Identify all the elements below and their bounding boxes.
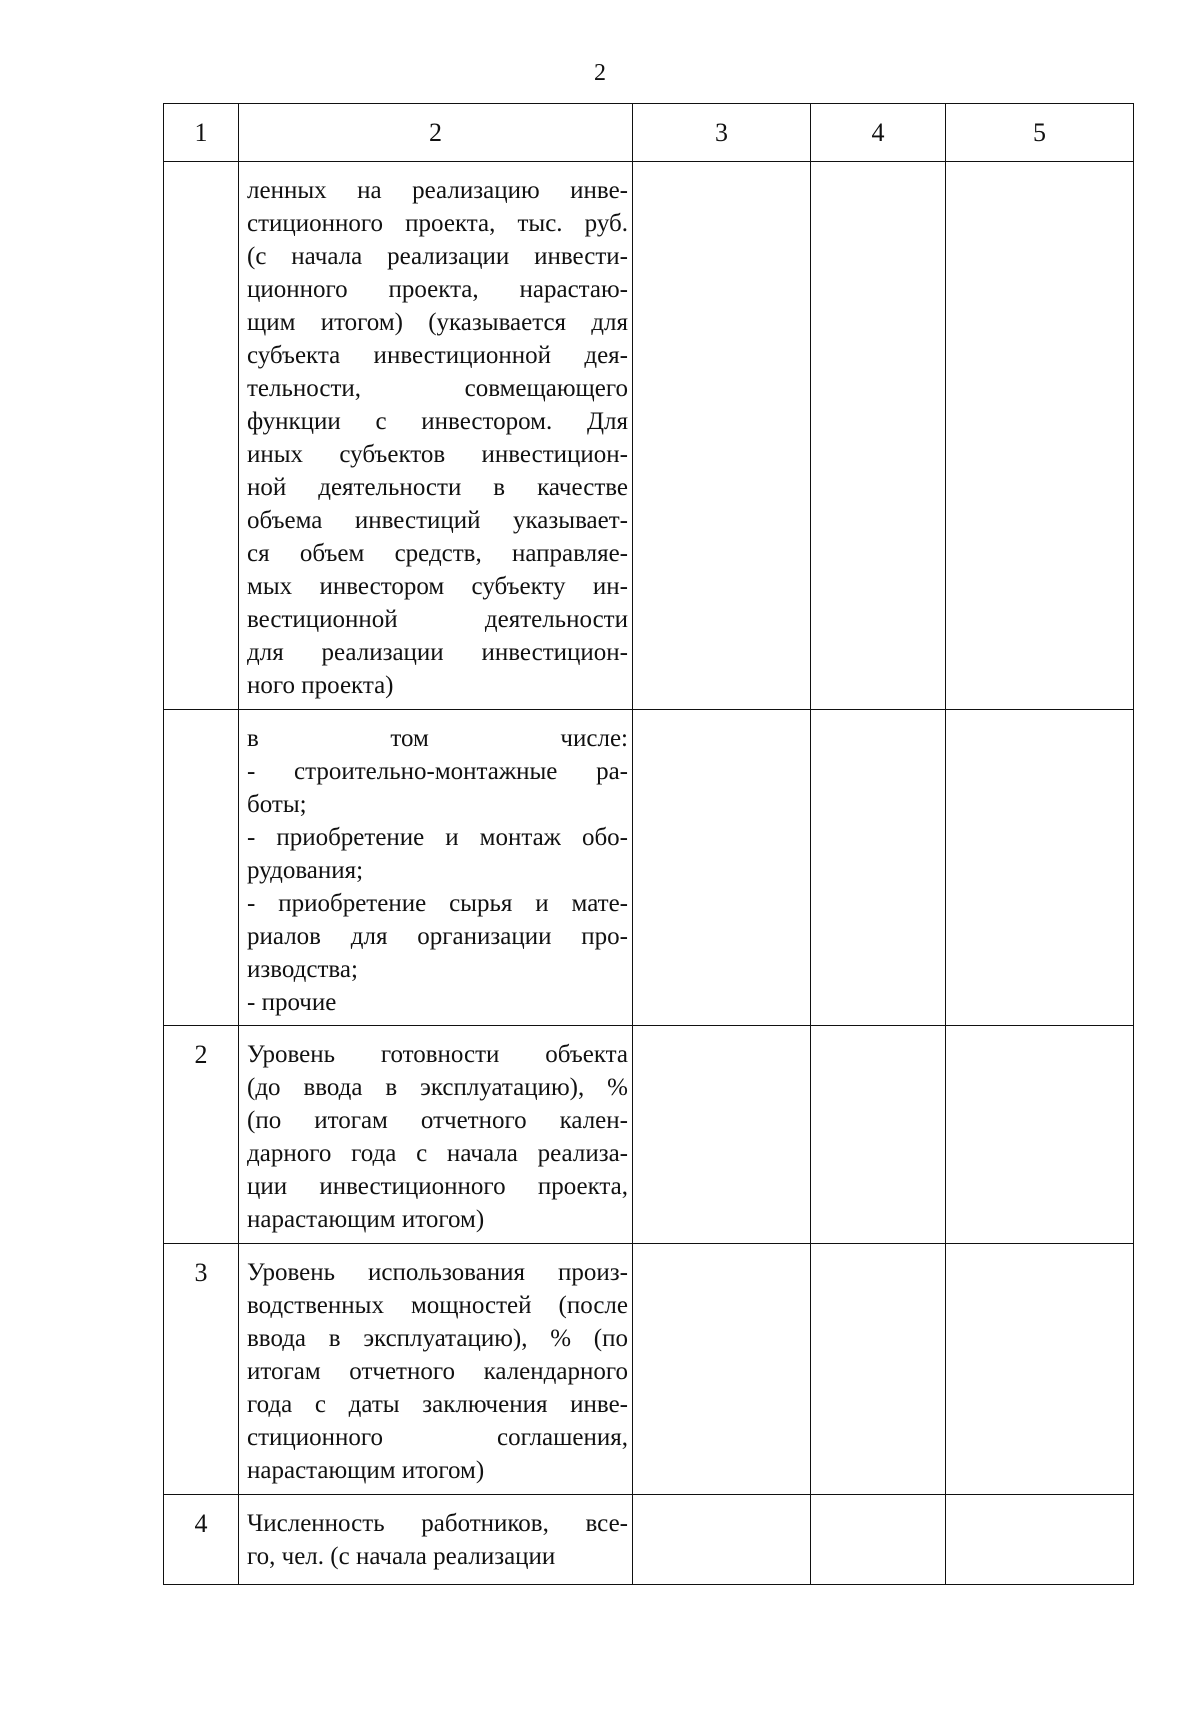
- description-line: объема инвестиций указывает-: [247, 507, 628, 534]
- indicator-description-cell: [239, 710, 633, 1026]
- description-line: ся объем средств, направляе-: [247, 540, 628, 567]
- page-number: 2: [594, 60, 606, 86]
- empty-value-cell-col-4: [811, 1026, 946, 1244]
- empty-value-cell-col-4: [811, 1244, 946, 1495]
- description-line: - приобретение и монтаж обо-: [247, 824, 628, 851]
- description-line: Уровень использования произ-: [247, 1259, 628, 1286]
- empty-value-cell-col-5: [946, 1026, 1134, 1244]
- description-line: го, чел. (с начала реализации: [247, 1543, 556, 1570]
- description-line: ленных на реализацию инве-: [247, 177, 628, 204]
- description-line: тельности, совмещающего: [247, 375, 628, 402]
- table-row: [164, 1244, 1134, 1495]
- description-line: рудования;: [247, 857, 364, 884]
- description-line: вестиционной деятельности: [247, 606, 628, 633]
- description-line: ции инвестиционного проекта,: [247, 1173, 628, 1200]
- row-number-cell: 4: [164, 1495, 239, 1585]
- description-line: года с даты заключения инве-: [247, 1391, 628, 1418]
- empty-value-cell-col-3: [633, 1244, 811, 1495]
- description-line: боты;: [247, 791, 307, 818]
- row-number-cell: 2: [164, 1026, 239, 1244]
- description-line: (до ввода в эксплуатацию), %: [247, 1074, 628, 1101]
- empty-value-cell-col-4: [811, 1495, 946, 1585]
- table-row: [164, 162, 1134, 710]
- indicator-description-cell: [239, 1026, 633, 1244]
- empty-value-cell-col-5: [946, 1244, 1134, 1495]
- table-row: [164, 1026, 1134, 1244]
- row-number-cell: [164, 710, 239, 1026]
- empty-value-cell-col-3: [633, 1026, 811, 1244]
- description-line: итогам отчетного календарного: [247, 1358, 628, 1385]
- description-line: Уровень готовности объекта: [247, 1041, 628, 1068]
- description-line: субъекта инвестиционной дея-: [247, 342, 628, 369]
- description-line: ной деятельности в качестве: [247, 474, 628, 501]
- empty-value-cell-col-4: [811, 710, 946, 1026]
- empty-value-cell-col-5: [946, 1495, 1134, 1585]
- row-number-cell: [164, 162, 239, 710]
- description-line: мых инвестором субъекту ин-: [247, 573, 628, 600]
- header-col-4: 4: [811, 104, 946, 162]
- description-line: функции с инвестором. Для: [247, 408, 628, 435]
- description-line: (с начала реализации инвести-: [247, 243, 628, 270]
- empty-value-cell-col-3: [633, 710, 811, 1026]
- header-col-2: 2: [239, 104, 633, 162]
- description-line: дарного года с начала реализа-: [247, 1140, 628, 1167]
- description-line: стиционного соглашения,: [247, 1424, 628, 1451]
- header-col-3: 3: [633, 104, 811, 162]
- description-line: изводства;: [247, 956, 358, 983]
- description-line: - строительно-монтажные ра-: [247, 758, 628, 785]
- description-line: - приобретение сырья и мате-: [247, 890, 628, 917]
- description-line: нарастающим итогом): [247, 1206, 485, 1233]
- empty-value-cell-col-5: [946, 710, 1134, 1026]
- description-line: в том числе:: [247, 725, 628, 752]
- table-header-row: [164, 104, 1134, 162]
- empty-value-cell-col-5: [946, 162, 1134, 710]
- description-line: иных субъектов инвестицион-: [247, 441, 628, 468]
- description-line: щим итогом) (указывается для: [247, 309, 628, 336]
- empty-value-cell-col-3: [633, 1495, 811, 1585]
- description-line: ввода в эксплуатацию), % (по: [247, 1325, 628, 1352]
- description-line: риалов для организации про-: [247, 923, 628, 950]
- description-line: для реализации инвестицион-: [247, 639, 628, 666]
- header-col-5: 5: [946, 104, 1134, 162]
- indicator-table: [163, 103, 1134, 1585]
- table-row: [164, 710, 1134, 1026]
- indicator-description-cell: [239, 1495, 633, 1585]
- description-line: стиционного проекта, тыс. руб.: [247, 210, 628, 237]
- description-line: (по итогам отчетного кален-: [247, 1107, 628, 1134]
- indicator-description-cell: [239, 1244, 633, 1495]
- description-line: - прочие: [247, 989, 337, 1016]
- description-line: ционного проекта, нарастаю-: [247, 276, 628, 303]
- table-row: [164, 1495, 1134, 1585]
- description-line: ного проекта): [247, 672, 394, 699]
- row-number-cell: 3: [164, 1244, 239, 1495]
- description-line: Численность работников, все-: [247, 1510, 628, 1537]
- indicator-description-cell: [239, 162, 633, 710]
- empty-value-cell-col-4: [811, 162, 946, 710]
- empty-value-cell-col-3: [633, 162, 811, 710]
- header-col-1: 1: [164, 104, 239, 162]
- description-line: нарастающим итогом): [247, 1457, 485, 1484]
- description-line: водственных мощностей (после: [247, 1292, 628, 1319]
